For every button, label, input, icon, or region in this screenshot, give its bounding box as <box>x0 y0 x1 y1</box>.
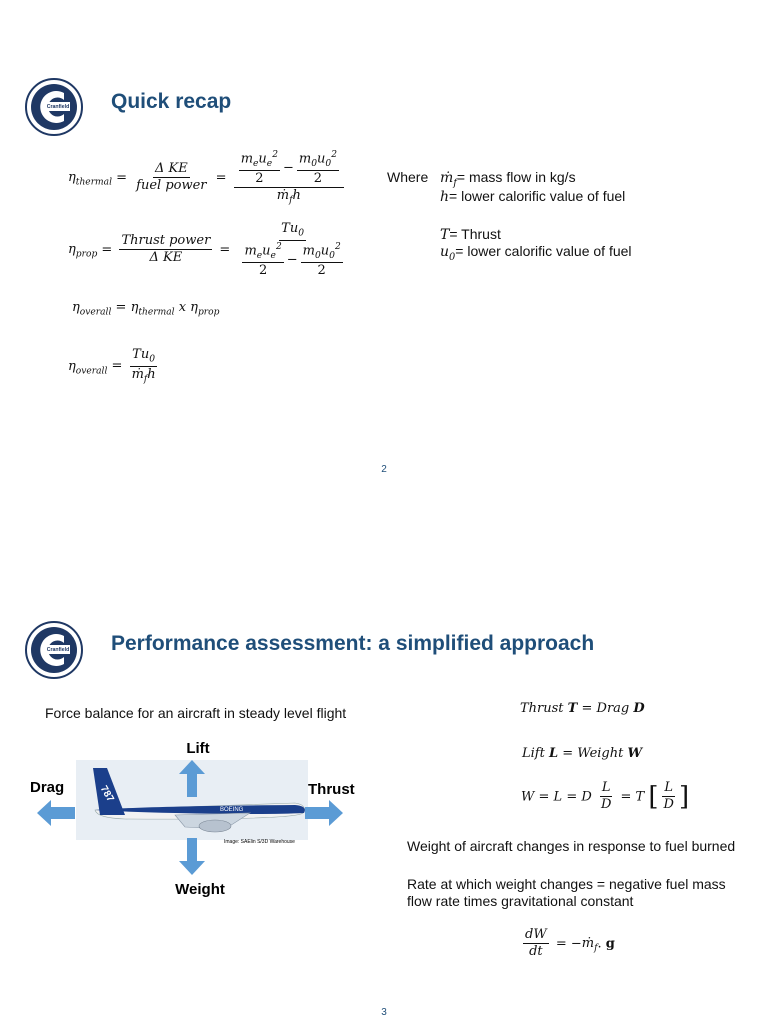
svg-text:Aerospace: Aerospace <box>50 110 66 114</box>
rate-text-line-2: flow rate times gravitational constant <box>407 893 634 909</box>
equation-dw-dt: $\frac{dW}{dt}$ = −ṁ$_f$. g <box>525 927 615 960</box>
equation-eta-overall-product: $\eta_{overall} = \eta_{thermal}$ x $\eta_{prop}$ <box>72 300 220 318</box>
thrust-label: Thrust <box>308 781 355 798</box>
drag-arrow <box>37 800 75 826</box>
drag-label: Drag <box>30 779 65 796</box>
lift-label: Lift <box>186 740 210 757</box>
page-number: 3 <box>381 1007 387 1018</box>
slide-title: Performance assessment: a simplified approach <box>111 632 595 655</box>
weight-arrow <box>179 838 205 875</box>
thrust-arrow <box>305 800 343 826</box>
definition-velocity: $u_0=$ lower calorific value of fuel <box>440 243 632 263</box>
force-diagram <box>25 735 365 900</box>
slide-title: Quick recap <box>111 90 232 113</box>
equation-eta-thermal: $\eta_{thermal}$ = $\frac{\text{Δ KE}}{\text{fuel power}}$ = $\frac{m_eu_e^2}{2}$ − $\frac{m_0u_0^2}{2}$ ṁ$_f$h <box>68 150 347 206</box>
cranfield-logo <box>24 620 84 680</box>
equation-eta-overall-ratio: $\eta_{overall}$ = $\frac{Tu_0}{ṁ_fh}$ <box>68 347 156 385</box>
definition-calorific-value: h= lower calorific value of fuel <box>440 188 626 205</box>
intro-text: Force balance for an aircraft in steady level flight <box>45 705 347 721</box>
where-label: Where <box>387 169 429 185</box>
definition-mass-flow: ṁ$_f$= mass flow in kg/s <box>440 169 576 189</box>
svg-text:BOEING: BOEING <box>220 807 244 813</box>
svg-text:Cranfield: Cranfield <box>46 104 70 110</box>
equation-l-over-d: W = L = D $\frac{L}{D}$ = T [ $\frac{L}{D}$ ] <box>521 780 690 813</box>
page-number: 2 <box>381 464 387 475</box>
svg-text:Cranfield: Cranfield <box>46 647 70 653</box>
rate-text-line-1: Rate at which weight changes = negative fuel mass <box>407 876 726 892</box>
equation-eta-prop: $\eta_{prop}$ = $\frac{\text{Thrust power}}{\text{Δ KE}}$ = $Tu_0$ $\frac{m_eu_e^2}{2}$ − $\frac{m_0u_0^2}{2}$ <box>68 221 341 278</box>
weight-change-text: Weight of aircraft changes in response to fuel burned <box>407 838 736 854</box>
definition-thrust: T= Thrust <box>440 226 501 243</box>
image-credit: Image: SAElin S/3D Warehouse <box>224 839 295 845</box>
equation-thrust-drag: Thrust T = Drag D <box>520 701 645 716</box>
svg-text:Aerospace: Aerospace <box>50 653 66 657</box>
weight-label: Weight <box>175 881 225 898</box>
equation-lift-weight: Lift L = Weight W <box>522 746 643 761</box>
svg-text:787: 787 <box>97 784 116 804</box>
